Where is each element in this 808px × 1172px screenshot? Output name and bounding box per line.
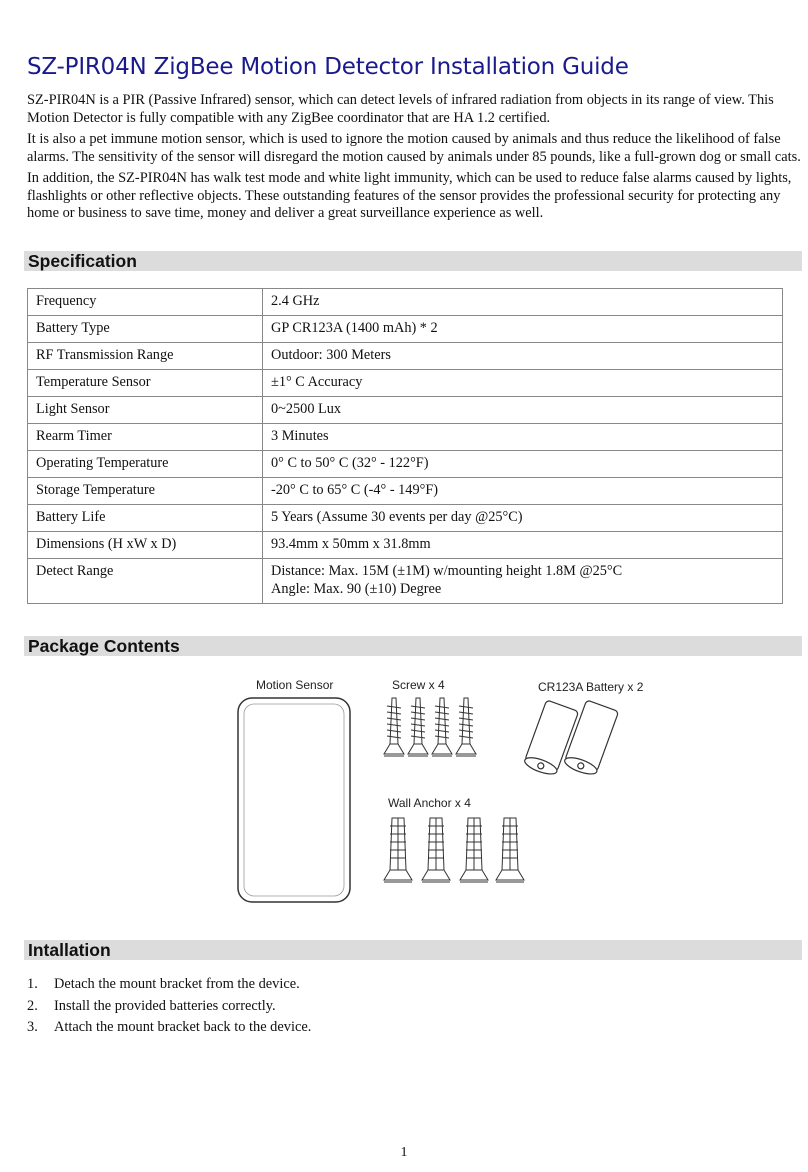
spec-value: [263, 559, 783, 604]
specification-table: [27, 288, 783, 604]
spec-value-line: Distance: Max. 15M (±1M) w/mounting height 1.8M @25°C: [271, 563, 623, 579]
step-text: Attach the mount bracket back to the device.: [54, 1019, 312, 1035]
spec-value-line: Angle: Max. 90 (±10) Degree: [271, 581, 442, 597]
screw-label: Screw x 4: [392, 678, 445, 692]
list-item: [27, 976, 311, 998]
package-contents-figure: [230, 672, 650, 907]
table-row: [28, 289, 783, 316]
table-row: [28, 397, 783, 424]
anchor-label: Wall Anchor x 4: [388, 796, 471, 810]
list-item: [27, 1019, 311, 1041]
battery-label: CR123A Battery x 2: [538, 680, 644, 694]
installation-heading: Intallation: [24, 940, 802, 960]
table-row: [28, 316, 783, 343]
step-number: 1.: [27, 976, 38, 992]
spec-value: 5 Years (Assume 30 events per day @25°C): [263, 505, 783, 532]
spec-value: 2.4 GHz: [263, 289, 783, 316]
spec-value: 3 Minutes: [263, 424, 783, 451]
spec-value: 0° C to 50° C (32° - 122°F): [263, 451, 783, 478]
list-item: [27, 998, 311, 1020]
intro-text: [27, 92, 803, 227]
spec-label: RF Transmission Range: [28, 343, 263, 370]
step-number: 2.: [27, 997, 38, 1014]
table-row: [28, 478, 783, 505]
step-text: Install the provided batteries correctly.: [54, 997, 276, 1014]
motion-sensor-label: Motion Sensor: [256, 678, 334, 692]
table-row: [28, 370, 783, 397]
spec-value: -20° C to 65° C (-4° - 149°F): [263, 478, 783, 505]
spec-label: Battery Type: [28, 316, 263, 343]
intro-paragraph: In addition, the SZ-PIR04N has walk test mode and white light immunity, which can be used to reduce false alarms caused by lights, flashlights or other reflective objects. These outstanding features of the sensor provides the professional security for protecting any home or business to save time, money and deliver a great surveillance experience as well.: [27, 170, 792, 221]
table-row: [28, 532, 783, 559]
spec-value: ±1° C Accuracy: [263, 370, 783, 397]
spec-value: 93.4mm x 50mm x 31.8mm: [263, 532, 783, 559]
table-row: [28, 505, 783, 532]
spec-label: Storage Temperature: [28, 478, 263, 505]
table-row: [28, 451, 783, 478]
motion-sensor-icon: [230, 694, 360, 906]
wall-anchor-icon: [382, 814, 532, 896]
installation-steps: [27, 976, 311, 1041]
page-title: SZ-PIR04N ZigBee Motion Detector Installation Guide: [27, 54, 629, 80]
spec-label: Frequency: [28, 289, 263, 316]
specification-heading: Specification: [24, 251, 802, 271]
page-number: 1: [400, 1145, 408, 1160]
intro-paragraph: SZ-PIR04N is a PIR (Passive Infrared) sensor, which can detect levels of infrared radiation from objects in its range of view. This Motion Detector is fully compatible with any ZigBee coordinator that are HA 1.2 certified.: [27, 92, 774, 126]
spec-label: Battery Life: [28, 505, 263, 532]
battery-icon: [522, 698, 632, 778]
table-row: [28, 424, 783, 451]
table-row: [28, 343, 783, 370]
spec-value: Outdoor: 300 Meters: [263, 343, 783, 370]
intro-paragraph: It is also a pet immune motion sensor, which is used to ignore the motion caused by animals and thus reduce the likelihood of false alarms. The sensitivity of the sensor will disregard the motion caused by animals under 85 pounds, like a full-grown dog or small cats.: [27, 131, 801, 165]
spec-label: Operating Temperature: [28, 451, 263, 478]
spec-label: Dimensions (H xW x D): [28, 532, 263, 559]
spec-value: GP CR123A (1400 mAh) * 2: [263, 316, 783, 343]
spec-value: 0~2500 Lux: [263, 397, 783, 424]
screw-icon: [382, 694, 482, 772]
step-number: 3.: [27, 1019, 38, 1035]
table-row: [28, 559, 783, 604]
spec-label: Detect Range: [28, 559, 263, 604]
step-text: Detach the mount bracket from the device.: [54, 976, 300, 992]
spec-label: Rearm Timer: [28, 424, 263, 451]
spec-label: Temperature Sensor: [28, 370, 263, 397]
spec-label: Light Sensor: [28, 397, 263, 424]
package-contents-heading: Package Contents: [24, 636, 802, 656]
